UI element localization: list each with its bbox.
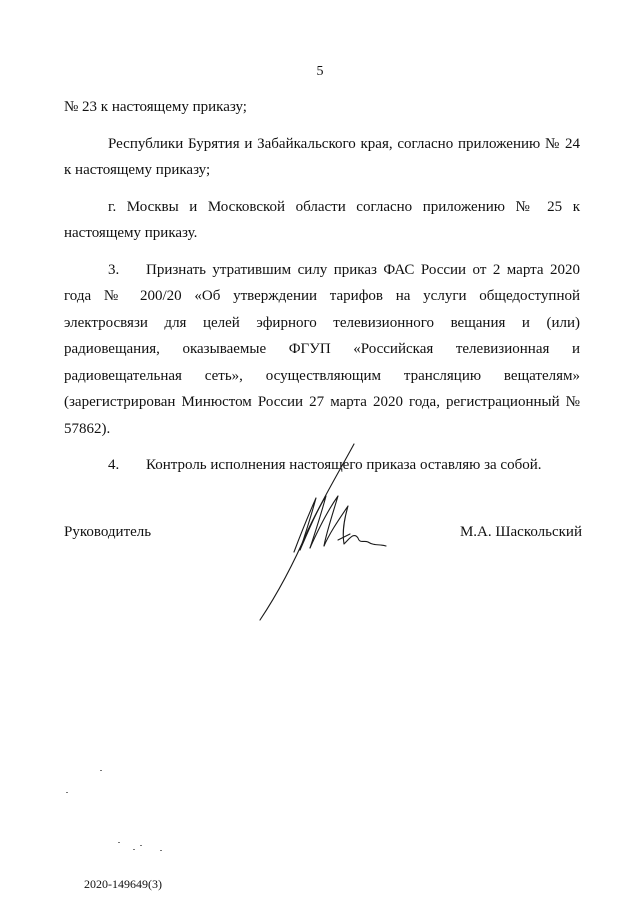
paragraph-moscow (64, 194, 580, 247)
scan-speck (140, 845, 142, 846)
paragraph-text: № 23 к настоящему приказу; (64, 99, 247, 115)
item-number: 4. (108, 457, 120, 473)
paragraph-text: Контроль исполнения настоящего приказа оставляю за собой. (146, 457, 542, 473)
paragraph-text: Республики Бурятия и Забайкальского края, согласно приложению № 24 к настоящему приказу; (64, 135, 580, 178)
paragraph-text: г. Москвы и Московской области согласно приложению № 25 к настоящему приказу. (64, 198, 580, 241)
page-number: 5 (316, 64, 324, 79)
item-number: 3. (108, 261, 120, 278)
handwritten-signature (250, 440, 400, 625)
document-body (64, 94, 580, 489)
signatory-title: Руководитель (64, 524, 152, 540)
scan-speck (100, 770, 102, 771)
document-code: 2020-149649(3) (84, 877, 162, 891)
paragraph-buryatia (64, 131, 580, 184)
signatory-name: М.А. Шаскольский (459, 524, 582, 540)
paragraph-continuation (64, 94, 580, 121)
paragraph-item-3 (64, 257, 580, 443)
scan-speck (118, 842, 120, 843)
paragraph-text: Признать утратившим силу приказ ФАС России от 2 марта 2020 года № 200/20 «Об утверждении тарифов на услуги общедоступной электросвязи для целей эфирного телевизионного вещания и (или) радиовещания, оказываемые ФГУП «Российская телевизионная и радиовещательная сеть», осуществляющим трансляцию вещателям» (зарегистрирован Минюстом России 27 марта 2020 года, регистрационный № 57862). (64, 261, 580, 437)
scan-speck (66, 792, 68, 793)
scan-speck (160, 850, 162, 851)
scan-speck (133, 849, 135, 850)
